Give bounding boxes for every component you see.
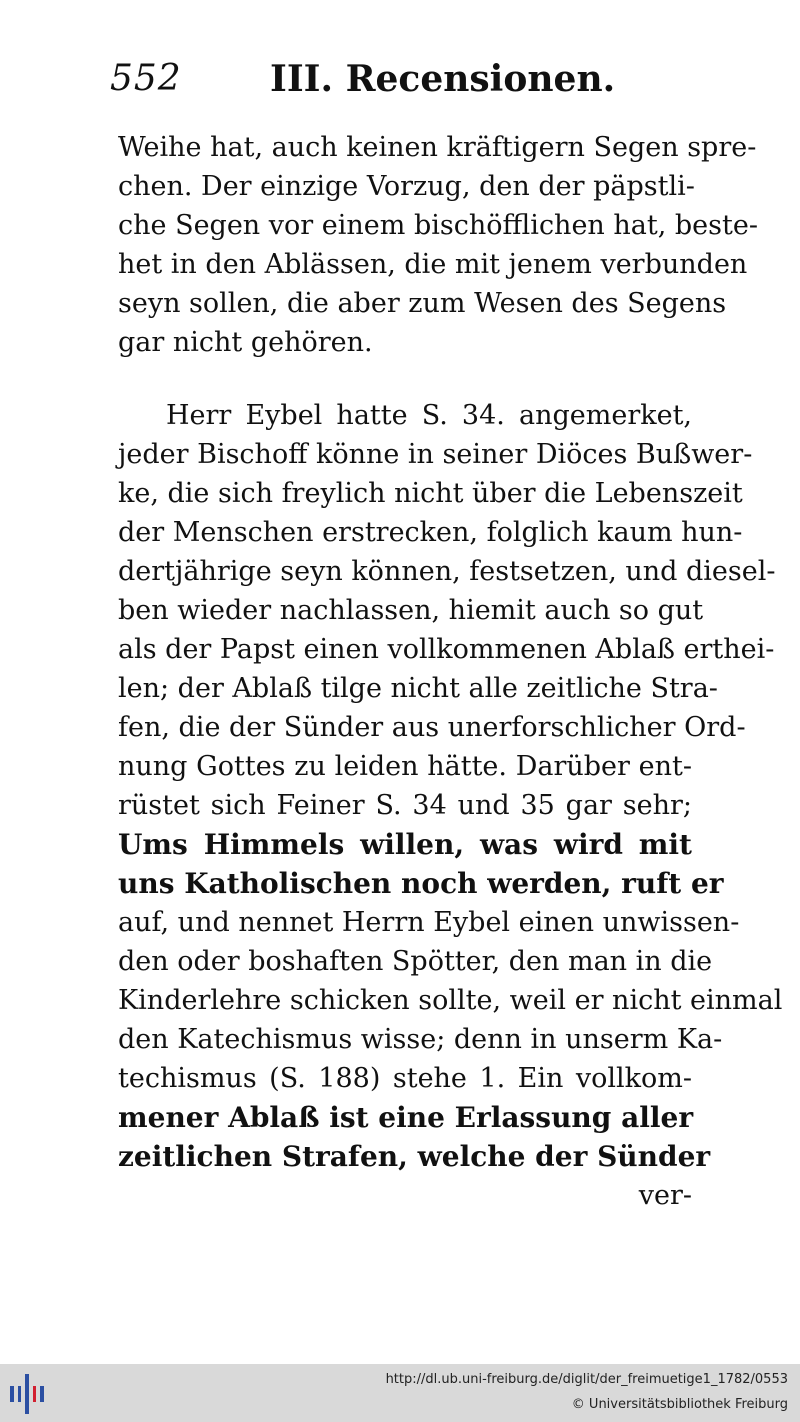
text-line: rüstet sich Feiner S. 34 und 35 gar sehr; — [118, 790, 692, 821]
catchword: ver- — [638, 1180, 692, 1211]
text-line: den Katechismus wisse; denn in unserm Ka- — [118, 1024, 723, 1055]
ub-freiburg-logo-icon — [6, 1372, 46, 1416]
page-number: 552 — [110, 58, 182, 99]
text-line: ke, die sich freylich nicht über die Lebenszeit — [118, 478, 743, 509]
text-line: auf, und nennet Herrn Eybel einen unwissen- — [118, 907, 740, 938]
running-head — [110, 58, 700, 108]
text-line: Weihe hat, auch keinen kräftigern Segen spre- — [118, 132, 757, 163]
text-line: gar nicht gehören. — [118, 327, 373, 358]
text-line: zeitlichen Strafen, welche der Sünder — [118, 1140, 711, 1173]
text-line: fen, die der Sünder aus unerforschlicher Ord- — [118, 712, 746, 743]
running-title: III. Recensionen. — [270, 58, 616, 100]
text-line: dertjährige seyn können, festsetzen, und diesel- — [118, 556, 776, 587]
text-line: seyn sollen, die aber zum Wesen des Segens — [118, 288, 727, 319]
text-line: nung Gottes zu leiden hätte. Darüber ent- — [118, 751, 692, 782]
text-line: Kinderlehre schicken sollte, weil er nicht einmal — [118, 985, 783, 1016]
text-line: chen. Der einzige Vorzug, den der päpstli- — [118, 171, 695, 202]
text-line: Ums Himmels willen, was wird mit — [118, 828, 692, 861]
text-line: jeder Bischoff könne in seiner Diöces Bußwer- — [118, 439, 753, 470]
text-line: der Menschen erstrecken, folglich kaum hun- — [118, 517, 743, 548]
text-line: che Segen vor einem bischöfflichen hat, beste- — [118, 210, 758, 241]
source-url[interactable]: http://dl.ub.uni-freiburg.de/diglit/der_freimuetige1_1782/0553 — [385, 1372, 788, 1387]
paragraph-1 — [118, 128, 758, 362]
text-line: len; der Ablaß tilge nicht alle zeitliche Stra- — [118, 673, 718, 704]
text-line: techismus (S. 188) stehe 1. Ein vollkom- — [118, 1063, 692, 1094]
text-line: uns Katholischen noch werden, ruft er — [118, 867, 724, 900]
footer-bar — [0, 1364, 800, 1422]
text-line: ben wieder nachlassen, hiemit auch so gut — [118, 595, 704, 626]
text-line: als der Papst einen vollkommenen Ablaß erthei- — [118, 634, 775, 665]
text-line: den oder boshaften Spötter, den man in die — [118, 946, 713, 977]
text-line: mener Ablaß ist eine Erlassung aller — [118, 1101, 694, 1134]
text-line: het in den Ablässen, die mit jenem verbunden — [118, 249, 748, 280]
paragraph-2 — [118, 396, 783, 1215]
copyright-notice: © Universitätsbibliothek Freiburg — [571, 1397, 788, 1412]
text-line: Herr Eybel hatte S. 34. angemerket, — [166, 400, 692, 431]
